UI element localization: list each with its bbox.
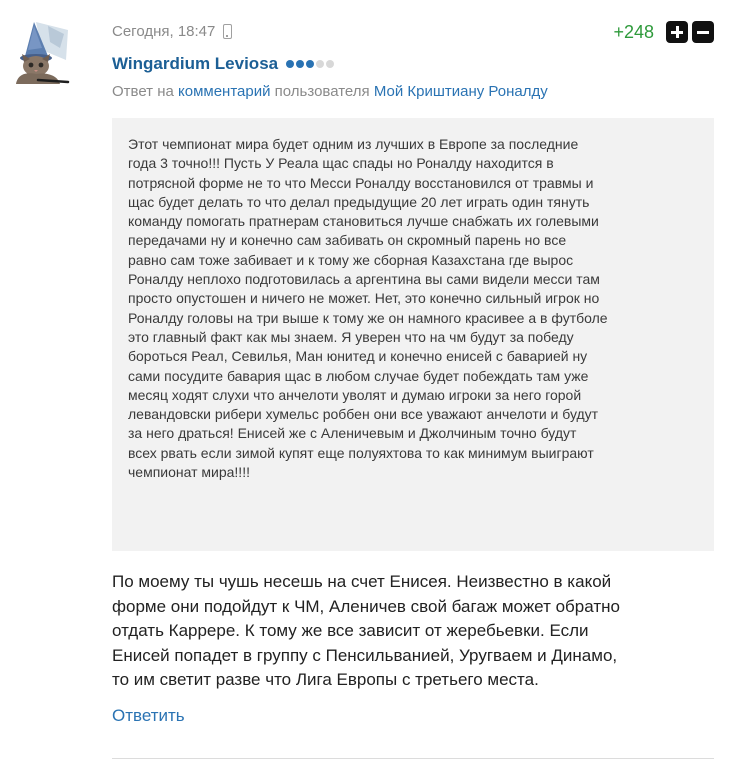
- level-dot-filled: [286, 60, 294, 68]
- author-level-dots: [286, 60, 336, 68]
- author-name[interactable]: Wingardium Leviosa: [112, 54, 279, 73]
- comment-meta: [112, 20, 232, 42]
- comment-body: По моему ты чушь несешь на счет Енисея. Неизвестно в какой форме они подойдут к ЧМ, Аленичев свой багаж может обратно отдать Каррере. К тому же все зависит от жеребьевки. Если Енисей попадет в группу с Пенсильванией, Уругваем и Динамо, то им светит разве что Лига Европы с третьего места.: [112, 572, 620, 689]
- level-dot-filled: [306, 60, 314, 68]
- quoted-comment: [112, 118, 714, 551]
- reply-button[interactable]: Ответить: [112, 706, 185, 725]
- minus-icon: [697, 31, 709, 34]
- avatar-image: [8, 20, 70, 86]
- upvote-button[interactable]: [666, 21, 688, 43]
- timestamp: Сегодня, 18:47: [112, 22, 216, 40]
- quoted-text: Этот чемпионат мира будет одним из лучших в Европе за последние года 3 точно!!! Пусть У Реала щас спады но Роналду находится в потрясной форме не то что Месси Роналду восстановился от травмы и щас будет делать то что делал предыдущие 20 лет играть один тянуть команду помогать пратнерам становиться лучше снабжать их голевыми передачами ну и конечно сам забивать он скромный парень но все равно сам тоже забивает и к тому же сборная Казахстана где вырос Роналду неплохо подготовилась а аргентина вы сами видели месси там просто опустошен и ничего не может. Нет, это конечно сильный игрок но Роналду головы на три выше к тому же он намного красивее а в футболе это главный факт как мы знаем. Я уверен что на чм будут за победу бороться Реал, Севилья, Ман юнитед и конечно енисей с баварией ну сами посудите бавария щас в любом случае будет побеждать там уже месяц ходят слухи что анчелоти уволят и думаю игроки за него горой левандовски рибери хумельс роббен они все уважают анчелоти и будут за него драться! Енисей же с Аленичевым и Джолчиным точно будут всех рвать если зимой купят еще полуяхтова то как минимум выиграют чемпионат мира!!!!: [128, 136, 608, 481]
- reply-to-middle: пользователя: [270, 83, 374, 100]
- phone-icon: [223, 24, 232, 39]
- avatar[interactable]: [8, 20, 70, 86]
- parent-comment-link[interactable]: комментарий: [178, 83, 271, 100]
- reply-to-prefix: Ответ на: [112, 83, 179, 100]
- author-row: [112, 52, 336, 76]
- rating: [613, 20, 714, 44]
- level-dot-empty: [316, 60, 324, 68]
- level-dot-empty: [326, 60, 334, 68]
- reply-to-line: [112, 83, 548, 100]
- divider: [112, 758, 714, 759]
- level-dot-filled: [296, 60, 304, 68]
- rating-score: +248: [613, 21, 654, 42]
- parent-author-link[interactable]: Мой Криштиану Роналду: [373, 83, 548, 100]
- downvote-button[interactable]: [692, 21, 714, 43]
